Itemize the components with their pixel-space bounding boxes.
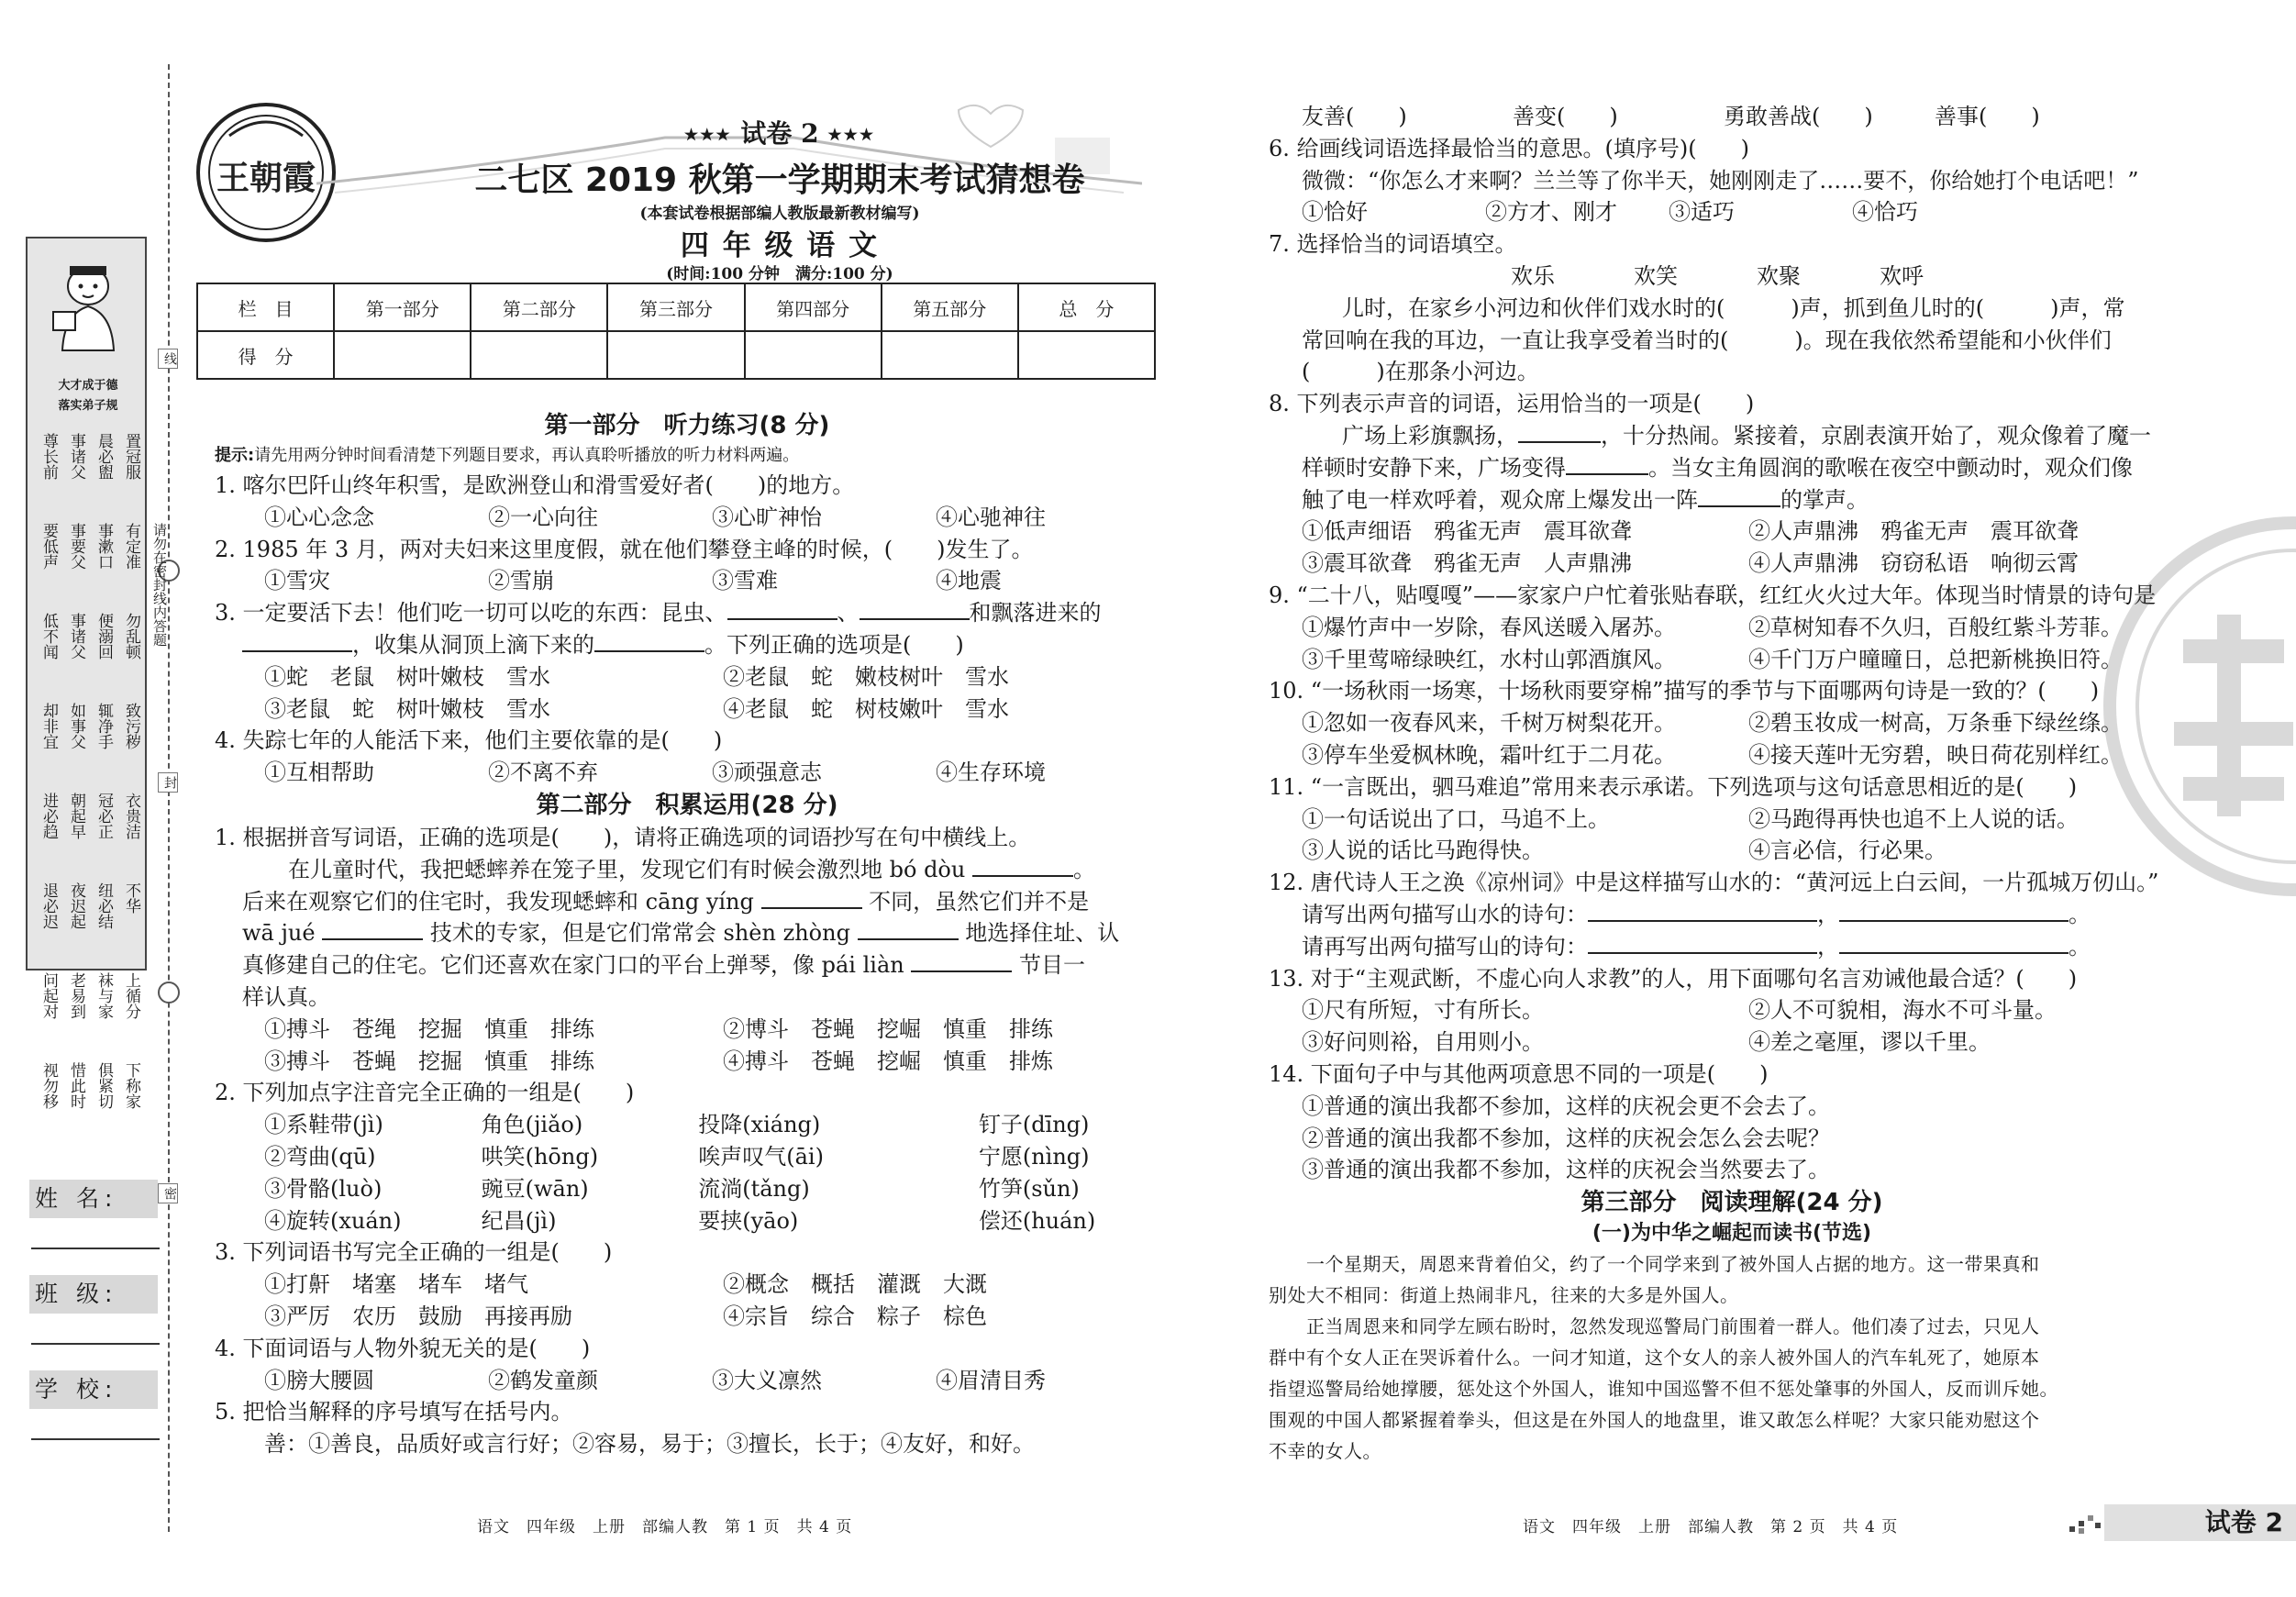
option: ③严厉 农历 鼓励 再接再励 — [264, 1303, 572, 1329]
option: ④千门万户曈曈日，总把新桃换旧符。 — [1748, 646, 2123, 672]
option: 欢乐 — [1511, 262, 1555, 289]
rule-block — [33, 882, 143, 967]
option: ①低声细语 鸦雀无声 震耳欲聋 — [1302, 518, 1632, 545]
option: 角色(jiǎo) — [481, 1112, 583, 1138]
rule-column: 置冠服 — [122, 433, 140, 480]
option: ②不离不弃 — [488, 760, 598, 786]
paper-badge: 试卷 2 — [2104, 1504, 2296, 1541]
rule-column: 事诸父 — [67, 433, 85, 480]
rule-column: 老易到 — [67, 972, 85, 1019]
name-line[interactable] — [31, 1248, 160, 1249]
score-row-label: 得 分 — [197, 331, 334, 379]
option: ①打鼾 堵塞 堵车 堵气 — [264, 1271, 528, 1298]
passage-line: 样顿时安静下来，广场变得 。当女主角圆润的歌喉在夜空中颤动时，观众们像 — [1302, 454, 2133, 481]
rule-column: 事漱口 — [94, 523, 113, 570]
rule-column: 问起对 — [39, 972, 58, 1019]
options-grid — [1269, 612, 2195, 676]
question: 3. 下列词语书写完全正确的一组是( ) — [215, 1239, 613, 1266]
answer-blank[interactable] — [1566, 453, 1648, 475]
bind-tag: 密 — [158, 1183, 178, 1203]
option: ③大义凛然 — [712, 1367, 822, 1393]
option: ①恰好 — [1302, 199, 1368, 226]
options-row — [215, 1109, 1159, 1141]
options-row — [1269, 994, 2195, 1026]
option: ④老鼠 蛇 树枝嫩叶 雪水 — [723, 695, 1009, 722]
option: ③顽强意志 — [712, 760, 822, 786]
answer-blank[interactable] — [727, 598, 837, 620]
part3-title: 第三部分 阅读理解(24 分) — [1581, 1189, 1883, 1217]
rule-block — [33, 972, 143, 1057]
answer-blank[interactable] — [972, 855, 1073, 877]
option: ③适巧 — [1669, 199, 1735, 226]
watermark-stamp — [2101, 514, 2296, 899]
option: 纪昌(jì) — [481, 1207, 557, 1234]
answer-blank[interactable] — [858, 918, 959, 940]
student-info — [29, 1165, 167, 1451]
options-grid — [1269, 804, 2195, 868]
rule-column: 衣贵洁 — [122, 793, 140, 839]
option: ①心心念念 — [264, 504, 374, 530]
score-cell[interactable] — [471, 331, 607, 379]
score-header-cell: 第五部分 — [882, 283, 1018, 331]
rule-block — [33, 1062, 143, 1147]
rule-column: 便溺回 — [94, 613, 113, 660]
answer-blank[interactable] — [594, 630, 704, 652]
answer-blank[interactable] — [1839, 900, 2069, 922]
part2-title: 第二部分 积累运用(28 分) — [536, 791, 838, 819]
option: ③搏斗 苍蝇 挖掘 慎重 排练 — [264, 1048, 594, 1074]
reading-title: (一)为中华之崛起而读书(节选) — [1592, 1222, 1872, 1246]
option: ②弯曲(qū) — [264, 1143, 376, 1170]
class-label: 班 级: — [29, 1275, 158, 1314]
option: 流淌(tǎng) — [698, 1175, 810, 1202]
footer-left: 语文 四年级 上册 部编人教 第 1 页 共 4 页 — [477, 1518, 853, 1536]
rule-column: 事诸父 — [67, 613, 85, 660]
binding-note: 请勿在密封线内答题 — [151, 523, 168, 647]
option: ③千里莺啼绿映红，水村山郭酒旗风。 — [1302, 646, 1676, 672]
option: ①系鞋带(jì) — [264, 1112, 383, 1138]
rule-column: 退必迟 — [39, 882, 58, 929]
name-label: 姓 名: — [29, 1180, 158, 1218]
question: 4. 下面词语与人物外貌无关的是( ) — [215, 1335, 591, 1361]
option: ③好问则裕，自用则小。 — [1302, 1029, 1544, 1056]
question: 2. 下列加点字注音完全正确的一组是( ) — [215, 1080, 635, 1106]
options-row — [1269, 835, 2195, 867]
score-cell[interactable] — [882, 331, 1018, 379]
options — [1269, 196, 2195, 228]
options — [215, 502, 1159, 534]
option: ②博斗 苍蝇 挖崛 慎重 排练 — [723, 1015, 1053, 1042]
question-line: ，收集从洞顶上滴下来的 。下列正确的选项是( ) — [215, 629, 1159, 661]
option: ②一心向往 — [488, 504, 598, 530]
reading-line: 指望巡警局给她撑腰，惩处这个外国人，谁知中国巡警不但不惩处肇事的外国人，反而训斥她。 — [1269, 1378, 2058, 1401]
question: 1. 根据拼音写词语，正确的选项是( )，请将正确选项的词语抄写在句中横线上。 — [215, 824, 1031, 850]
definition-line: 善：①善良，品质好或言行好；②容易，易于；③擅长，长于；④友好，和好。 — [264, 1431, 1035, 1458]
reading-line: 别处大不相同：街道上热闹非凡，往来的大多是外国人。 — [1269, 1284, 1739, 1307]
options — [215, 1014, 1187, 1078]
score-header-cell: 第三部分 — [607, 283, 744, 331]
pinyin-options — [215, 1109, 1159, 1237]
class-line[interactable] — [31, 1343, 160, 1345]
options — [215, 1269, 1187, 1333]
answer-blank[interactable] — [1588, 900, 1817, 922]
question: 11. “一言既出，驷马难追”常用来表示承诺。下列选项与这句话意思相近的是( ) — [1269, 773, 2078, 800]
option: ②普通的演出我都不参加，这样的庆祝会怎么会去呢？ — [1302, 1125, 1830, 1151]
rule-column: 上循分 — [122, 972, 140, 1019]
question: 14. 下面句子中与其他两项意思不同的一项是( ) — [1269, 1060, 1769, 1087]
reading-line: 正当周恩来和同学左顾右盼时，忽然发现巡警局门前围着一群人。他们凑了过去，只见人 — [1269, 1315, 2040, 1338]
options-row — [1269, 516, 2195, 548]
score-row — [197, 331, 1155, 379]
option: ④言必信，行必果。 — [1748, 837, 1947, 864]
option: ④差之毫厘，谬以千里。 — [1748, 1029, 1991, 1056]
question: 13. 对于“主观武断，不虚心向人求教”的人，用下面哪句名言劝诫他最合适？( ) — [1269, 965, 2078, 992]
option: ③人说的话比马跑得快。 — [1302, 837, 1544, 864]
option: ①互相帮助 — [264, 760, 374, 786]
passage-line: 样认真。 — [242, 983, 330, 1010]
rule-column: 致污秽 — [122, 703, 140, 749]
option: ②人不可貌相，海水不可斗量。 — [1748, 997, 2057, 1024]
option: ④生存环境 — [936, 760, 1046, 786]
passage-line: 儿时，在家乡小河边和伙伴们戏水时的( )声，抓到鱼儿时的( )声，常 — [1342, 294, 2125, 321]
options-row — [1269, 739, 2195, 771]
rule-column: 朝起早 — [67, 793, 85, 839]
option: ②碧玉妆成一树高，万条垂下绿丝绦。 — [1748, 710, 2123, 737]
score-cell[interactable] — [607, 331, 744, 379]
rule-column: 尊长前 — [39, 433, 58, 480]
rule-column: 视勿移 — [39, 1062, 58, 1109]
option: ③震耳欲聋 鸦雀无声 人声鼎沸 — [1302, 550, 1632, 577]
options — [1269, 101, 2195, 133]
option: ①蛇 老鼠 树叶嫩枝 雪水 — [264, 663, 550, 690]
reading-line: 不幸的女人。 — [1269, 1440, 1381, 1463]
option: 豌豆(wān) — [481, 1175, 589, 1202]
option: ②马跑得再快也追不上人说的话。 — [1748, 805, 2079, 832]
options-grid — [1269, 516, 2195, 580]
rules-text — [33, 433, 143, 1152]
passage-line: 广场上彩旗飘扬， ，十分热闹。紧接着，京剧表演开始了，观众像着了魔一 — [1342, 422, 2151, 449]
binding-line — [168, 64, 170, 1532]
rule-column: 如事父 — [67, 703, 85, 749]
option: ①忽如一夜春风来，千树万树梨花开。 — [1302, 710, 1676, 737]
options-row — [1269, 548, 2195, 580]
reading-line: 一个星期天，周恩来背着伯父，约了一个同学来到了被外国人占据的地方。这一带果真和 — [1269, 1253, 2040, 1276]
option: 欢呼 — [1880, 262, 1924, 289]
rule-column: 辄净手 — [94, 703, 113, 749]
part1-tip: 提示:请先用两分钟时间看清楚下列题目要求，再认真聆听播放的听力材料两遍。 — [215, 446, 800, 465]
option: ①膀大腰圆 — [264, 1367, 374, 1393]
reading-line: 围观的中国人都紧握着拳头，但这是在外国人的地盘里，谁又敢怎么样呢？大家只能劝慰这个 — [1269, 1409, 2040, 1432]
option: ③心旷神怡 — [712, 504, 822, 530]
option: ①爆竹声中一岁除，春风送暖入屠苏。 — [1302, 614, 1676, 640]
passage-line: 触了电一样欢呼着，观众席上爆发出一阵 的掌声。 — [1302, 486, 1869, 513]
right-column — [1269, 101, 2195, 1467]
rule-column: 进必趋 — [39, 793, 58, 839]
bind-tag: 封 — [158, 772, 178, 793]
motto: 大才成于德 落实弟子规 — [58, 379, 118, 413]
option: 善事( ) — [1935, 104, 2040, 129]
option: 欢聚 — [1757, 262, 1801, 289]
rule-column: 不华 — [122, 882, 140, 914]
option: 友善( ) — [1302, 104, 1407, 129]
option: ①一句话说出了口，马追不上。 — [1302, 805, 1610, 832]
rule-column: 俱紧切 — [94, 1062, 113, 1109]
question: 9. “二十八，贴嘎嘎”——家家户户忙着张贴春联，红红火火过大年。体现当时情景的诗句是 — [1269, 582, 2157, 608]
exam-subject: 四 年 级 语 文 — [680, 229, 880, 262]
option: 投降(xiáng) — [698, 1112, 821, 1138]
rule-column: 低不闻 — [39, 613, 58, 660]
option: ②鹤发童颜 — [488, 1367, 598, 1393]
options — [215, 661, 1187, 726]
rule-block — [33, 613, 143, 697]
passage-line: ( )在那条小河边。 — [1302, 359, 1539, 385]
option: ④地震 — [936, 568, 1002, 594]
option: ④旋转(xuán) — [264, 1207, 402, 1234]
options-row — [215, 1173, 1159, 1205]
options — [215, 1365, 1159, 1397]
option: ①搏斗 苍绳 挖掘 慎重 排练 — [264, 1015, 594, 1042]
reading-line: 群中有个女人正在哭诉着什么。一问才知道，这个女人的亲人被外国人的汽车轧死了，她原本 — [1269, 1347, 2040, 1370]
question: 10. “一场秋雨一场寒，十场秋雨要穿棉”描写的季节与下面哪两句诗是一致的？( ) — [1269, 678, 2100, 704]
option: ②草树知春不久归，百般红紫斗芳菲。 — [1748, 614, 2123, 640]
exam-time-info: (时间:100 分钟 满分:100 分) — [666, 265, 893, 283]
part1-title: 第一部分 听力练习(8 分) — [544, 412, 830, 439]
option: 唉声叹气(āi) — [698, 1143, 824, 1170]
question: 2. 1985 年 3 月，两对夫妇来这里度假，就在他们攀登主峰的时候，( )发生了。 — [215, 536, 1034, 562]
binding-hole — [158, 981, 180, 1004]
question: 12. 唐代诗人王之涣《凉州词》中是这样描写山水的：“黄河远上白云间，一片孤城万仞山。” — [1269, 870, 2159, 896]
rule-block — [33, 703, 143, 787]
option: ③老鼠 蛇 树叶嫩枝 雪水 — [264, 695, 550, 722]
answer-blank[interactable] — [322, 918, 423, 940]
answer-blank[interactable] — [1839, 932, 2069, 954]
question: 1. 喀尔巴阡山终年积雪，是欧洲登山和滑雪爱好者( )的地方。 — [215, 472, 855, 498]
option: ②概念 概括 灌溉 大溉 — [723, 1271, 987, 1298]
rule-column: 惜此时 — [67, 1062, 85, 1109]
score-header-cell: 第一部分 — [334, 283, 471, 331]
answer-blank[interactable] — [1588, 932, 1817, 954]
passage-line: wā jué 技术的专家，但是它们常常会 shèn zhòng 地选择住址、认 — [242, 920, 1120, 947]
question: 6. 给画线词语选择最恰当的意思。(填序号)( ) — [1269, 135, 1749, 161]
rule-column: 晨必盥 — [94, 433, 113, 480]
answer-blank[interactable] — [1698, 485, 1780, 507]
answer-blank[interactable] — [860, 598, 970, 620]
question: 4. 失踪七年的人能活下来，他们主要依靠的是( ) — [215, 727, 723, 754]
option: ③停车坐爱枫林晚，霜叶红于二月花。 — [1302, 741, 1676, 768]
svg-text:王朝霞: 王朝霞 — [216, 159, 316, 197]
paper-label: ★★★ 试卷 2 ★★★ — [683, 118, 876, 149]
options-row — [1269, 644, 2195, 676]
option: ④眉清目秀 — [936, 1367, 1046, 1393]
rule-column: 却非宜 — [39, 703, 58, 749]
option: 勇敢善战( ) — [1724, 104, 1873, 129]
options-grid — [1269, 994, 2195, 1059]
score-cell[interactable] — [745, 331, 882, 379]
exam-title: 二七区 2019 秋第一学期期末考试猜想卷 — [474, 161, 1085, 199]
options-row — [1269, 804, 2195, 836]
answer-blank[interactable] — [761, 887, 862, 909]
rule-column: 夜迟起 — [67, 882, 85, 929]
passage-line: 后来在观察它们的住宅时，我发现蟋蟀和 cāng yíng 不同，虽然它们并不是 — [242, 888, 1090, 915]
option: ①雪灾 — [264, 568, 330, 594]
answer-line: 请再写出两句描写山的诗句： ， 。 — [1302, 933, 2091, 959]
option: ④搏斗 苍蝇 挖崛 慎重 排炼 — [723, 1048, 1053, 1074]
option: 宁愿(nìng) — [978, 1143, 1090, 1170]
option: 善变( ) — [1513, 104, 1618, 129]
rule-column: 勿乱顿 — [122, 613, 140, 660]
option: 竹笋(sǔn) — [978, 1175, 1080, 1202]
school-label: 学 校: — [29, 1370, 158, 1409]
score-header-cell: 栏 目 — [197, 283, 334, 331]
option: ①尺有所短，寸有所长。 — [1302, 997, 1544, 1024]
answer-blank[interactable] — [242, 630, 352, 652]
rule-column: 纽必结 — [94, 882, 113, 929]
score-header-cell: 第二部分 — [471, 283, 607, 331]
options — [215, 565, 1159, 597]
question: 5. 把恰当解释的序号填写在括号内。 — [215, 1399, 573, 1425]
rule-block — [33, 433, 143, 517]
option: ④接天莲叶无穷碧，映日荷花别样红。 — [1748, 741, 2123, 768]
score-cell[interactable] — [1018, 331, 1155, 379]
options-grid — [1269, 707, 2195, 771]
question: 8. 下列表示声音的词语，运用恰当的一项是( ) — [1269, 391, 1755, 417]
option: ①普通的演出我都不参加，这样的庆祝会更不会去了。 — [1302, 1092, 1830, 1119]
answer-line: 请写出两句描写山水的诗句： ， 。 — [1302, 901, 2091, 927]
footer-right: 语文 四年级 上册 部编人教 第 2 页 共 4 页 — [1523, 1518, 1899, 1536]
option: ④人声鼎沸 窃窃私语 响彻云霄 — [1748, 550, 2079, 577]
option: 欢笑 — [1634, 262, 1678, 289]
passage-line: 在儿童时代，我把蟋蟀养在笼子里，发现它们有时候会激烈地 bó dòu 。 — [288, 856, 1095, 882]
left-column — [215, 409, 1159, 1460]
answer-blank[interactable] — [1518, 421, 1601, 443]
option: ④宗旨 综合 粽子 棕色 — [723, 1303, 987, 1329]
rule-block — [33, 523, 143, 607]
score-header-cell: 第四部分 — [745, 283, 882, 331]
passage-line: 常回响在我的耳边，一直让我享受着当时的( )。现在我依然希望能和小伙伴们 — [1302, 327, 2112, 353]
option: 偿还(huán) — [978, 1207, 1096, 1234]
option: ③雪难 — [712, 568, 778, 594]
score-cell[interactable] — [334, 331, 471, 379]
option: 钉子(dīng) — [978, 1112, 1090, 1138]
score-header-row — [197, 283, 1155, 331]
option: 哄笑(hōng) — [481, 1143, 599, 1170]
option: ②老鼠 蛇 嫩枝树叶 雪水 — [723, 663, 1009, 690]
option: ③骨骼(luò) — [264, 1175, 383, 1202]
options — [215, 757, 1159, 789]
rule-column: 事要父 — [67, 523, 85, 570]
rule-column: 冠必正 — [94, 793, 113, 839]
options-row — [1269, 707, 2195, 739]
option: ④心驰神往 — [936, 504, 1046, 530]
rule-column: 有定准 — [122, 523, 140, 570]
quote-line: 微微：“你怎么才来啊？兰兰等了你半天，她刚刚走了……要不，你给她打个电话吧！” — [1302, 167, 2139, 194]
options-row — [215, 1205, 1159, 1237]
options-row — [215, 1141, 1159, 1173]
option: ③普通的演出我都不参加，这样的庆祝会当然要去了。 — [1302, 1157, 1830, 1183]
bind-tag: 线 — [158, 349, 178, 369]
question: 3. 一定要活下去！他们吃一切可以吃的东西：昆虫、 、 和飘落进来的 — [215, 600, 1102, 627]
question: 7. 选择恰当的词语填空。 — [1269, 231, 1517, 258]
rule-column: 下称家 — [122, 1062, 140, 1109]
sidebar-panel — [26, 237, 147, 1109]
score-header-cell: 总 分 — [1018, 283, 1155, 331]
scholar-figure-icon — [46, 259, 130, 360]
rule-column: 要低声 — [39, 523, 58, 570]
score-table — [196, 283, 1156, 380]
passage-line: 真修建自己的住宅。它们还喜欢在家门口的平台上弹琴，像 pái liàn 节目一 — [242, 952, 1086, 979]
option: ④恰巧 — [1852, 199, 1918, 226]
word-bank — [1269, 261, 2195, 293]
option: ②雪崩 — [488, 568, 554, 594]
option: 要挟(yāo) — [698, 1207, 799, 1234]
rule-column: 袜与家 — [94, 972, 113, 1019]
exam-note: (本套试卷根据部编人教版最新教材编写) — [639, 205, 920, 223]
option: ②人声鼎沸 鸦雀无声 震耳欲聋 — [1748, 518, 2079, 545]
corner-decoration — [2069, 1515, 2102, 1534]
options-row — [1269, 1026, 2195, 1059]
answer-blank[interactable] — [911, 950, 1012, 972]
rule-block — [33, 793, 143, 877]
option: ②方才、刚才 — [1485, 199, 1617, 226]
options-row — [1269, 612, 2195, 644]
school-line[interactable] — [31, 1438, 160, 1440]
